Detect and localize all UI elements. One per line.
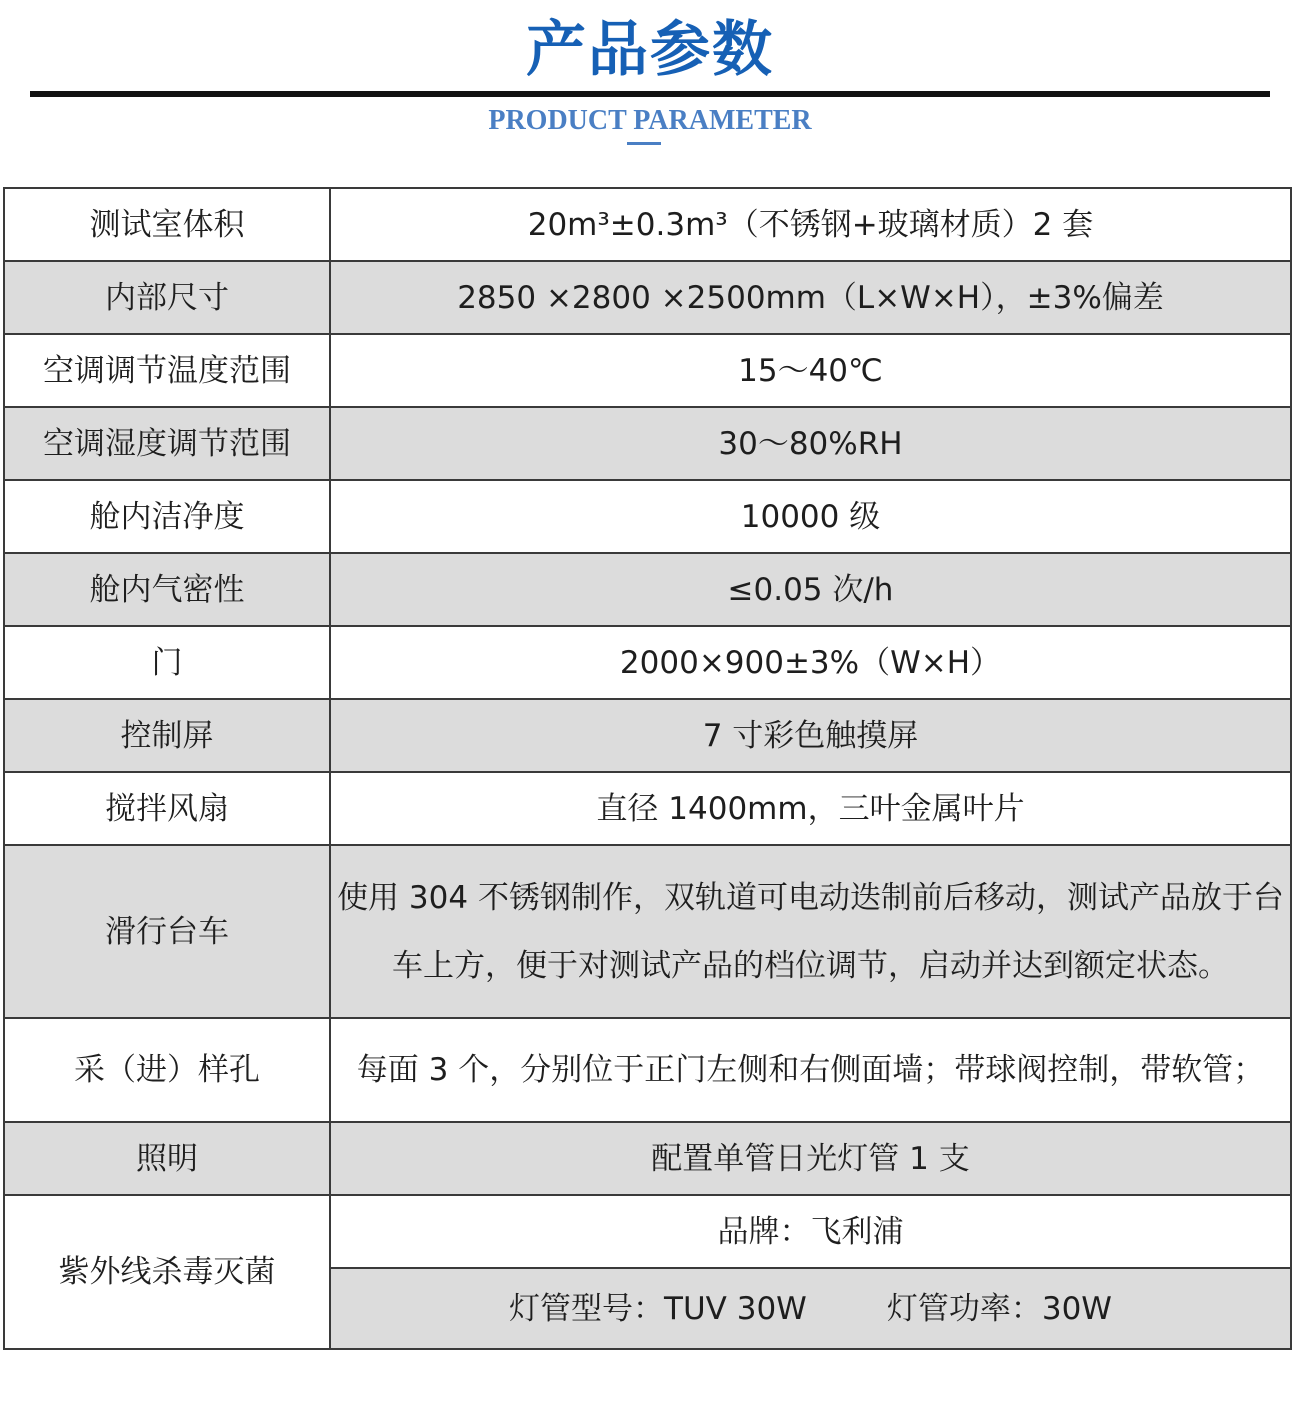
param-label: 空调湿度调节范围 [4,407,330,480]
table-row [4,1195,1291,1268]
param-label: 控制屏 [4,699,330,772]
param-value: 配置单管日光灯管 1 支 [330,1122,1291,1195]
param-value: 每面 3 个，分别位于正门左侧和右侧面墙；带球阀控制，带软管； [330,1018,1291,1122]
param-label: 照明 [4,1122,330,1195]
table-row [4,845,1291,1018]
param-label: 舱内洁净度 [4,480,330,553]
table-row [4,334,1291,407]
uv-spec-value [330,1268,1291,1349]
uv-power-value: 灯管功率：30W [886,1290,1112,1327]
title-divider [30,91,1270,97]
param-label: 采（进）样孔 [4,1018,330,1122]
param-value: 20m³±0.3m³（不锈钢+玻璃材质）2 套 [330,188,1291,261]
param-value: 7 寸彩色触摸屏 [330,699,1291,772]
param-label: 舱内气密性 [4,553,330,626]
param-value: 使用 304 不锈钢制作，双轨道可电动迭制前后移动，测试产品放于台车上方，便于对测试产品的档位调节，启动并达到额定状态。 [330,845,1291,1018]
table-row [4,553,1291,626]
param-value: 15～40℃ [330,334,1291,407]
table-row [4,1122,1291,1195]
table-row [4,407,1291,480]
param-value: ≤0.05 次/h [330,553,1291,626]
param-value: 10000 级 [330,480,1291,553]
uv-model-value: 灯管型号：TUV 30W [509,1290,807,1327]
param-label: 测试室体积 [4,188,330,261]
table-row [4,699,1291,772]
param-value: 30～80%RH [330,407,1291,480]
parameter-table [3,187,1292,1350]
table-row [4,772,1291,845]
table-row [4,188,1291,261]
param-label: 门 [4,626,330,699]
table-row [4,261,1291,334]
subtitle-accent-line [627,142,661,145]
param-label: 内部尺寸 [4,261,330,334]
param-label: 滑行台车 [4,845,330,1018]
page-title: 产品参数 [526,15,774,85]
table-row [4,480,1291,553]
param-value: 直径 1400mm，三叶金属叶片 [330,772,1291,845]
page-subtitle: PRODUCT PARAMETER [488,105,812,136]
param-label: 紫外线杀毒灭菌 [4,1195,330,1349]
table-row [4,1018,1291,1122]
param-label: 空调调节温度范围 [4,334,330,407]
param-label: 搅拌风扇 [4,772,330,845]
uv-brand-value: 品牌：飞利浦 [330,1195,1291,1268]
table-row [4,626,1291,699]
param-value: 2000×900±3%（W×H） [330,626,1291,699]
param-value: 2850 ×2800 ×2500mm（L×W×H），±3%偏差 [330,261,1291,334]
